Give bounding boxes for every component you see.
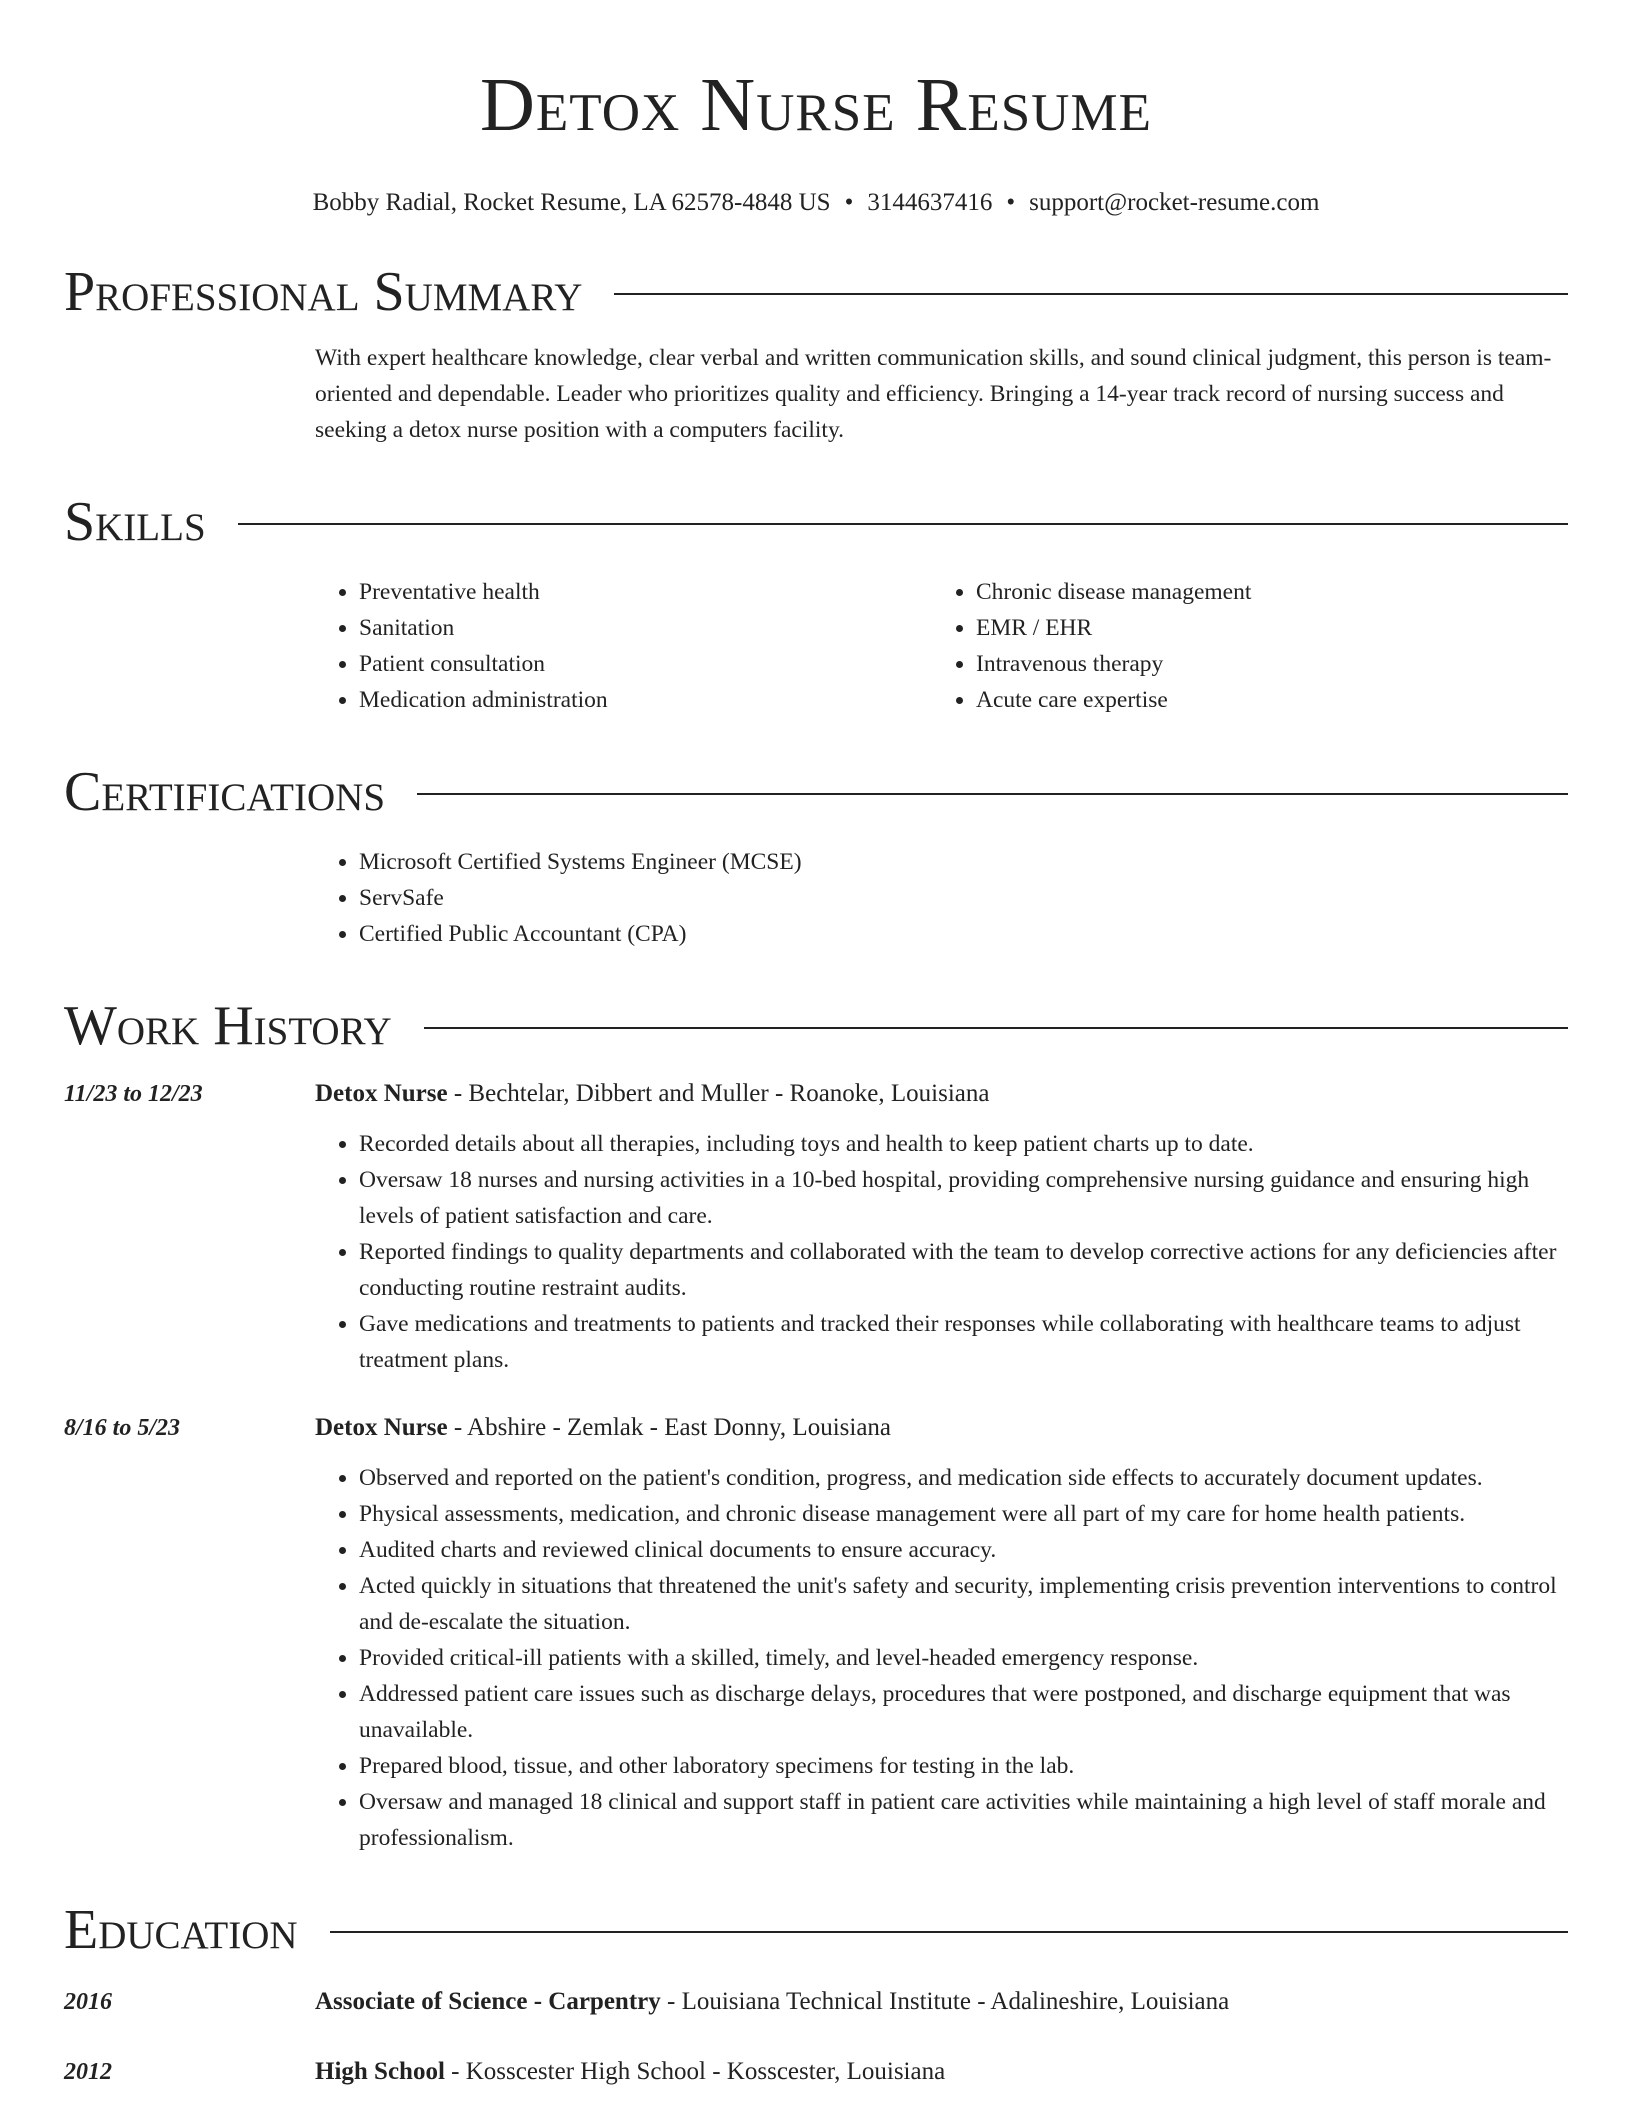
contact-line: [64, 188, 1568, 218]
job-employer: - Abshire - Zemlak - East Donny, Louisiana: [447, 1414, 892, 1441]
job-bullet: • Audited charts and reviewed clinical documents to ensure accuracy.: [359, 1532, 1568, 1568]
section-divider: [417, 793, 1568, 795]
education-body: [315, 1984, 1229, 2020]
skills-column-left: [315, 574, 932, 718]
education-degree: Associate of Science - Carpentry: [315, 1988, 661, 2015]
skill-item: • Patient consultation: [359, 646, 932, 682]
skill-item: • Chronic disease management: [976, 574, 1549, 610]
education-entry: [64, 1984, 1568, 2020]
job-bullet: • Oversaw 18 nurses and nursing activities in a 10-bed hospital, providing comprehensive nursing guidance and ensuring high levels of patient satisfaction and care.: [359, 1162, 1568, 1234]
job-bullet: • Recorded details about all therapies, including toys and health to keep patient charts up to date.: [359, 1126, 1568, 1162]
job-entry: [64, 1410, 1568, 1856]
contact-email: support@rocket-resume.com: [1029, 189, 1320, 216]
skill-item: • Preventative health: [359, 574, 932, 610]
work-section-header: [64, 996, 1568, 1056]
job-entry: [64, 1076, 1568, 1378]
skills-column-right: [932, 574, 1549, 718]
certification-item: • Certified Public Accountant (CPA): [359, 916, 1568, 952]
section-divider: [330, 1931, 1568, 1933]
education-body: [315, 2054, 945, 2090]
job-bullet: • Provided critical-ill patients with a skilled, timely, and level-headed emergency response.: [359, 1640, 1568, 1676]
summary-text: With expert healthcare knowledge, clear verbal and written communication skills, and sound clinical judgment, this person is team-oriented and dependable. Leader who prioritizes quality and efficiency. Bringing a 14-year track record of nursing success and seeking a detox nurse position with a computers facility.: [315, 345, 1552, 443]
certification-item: • ServSafe: [359, 880, 1568, 916]
skills-list: [315, 574, 1568, 718]
certifications-heading: Certifications: [64, 761, 386, 823]
education-school: - Kosscester High School - Kosscester, Louisiana: [444, 2058, 946, 2085]
section-divider: [614, 293, 1568, 295]
job-bullets: [315, 1126, 1568, 1378]
contact-separator: •: [1006, 189, 1016, 216]
job-bullet: • Reported findings to quality departments and collaborated with the team to develop corrective actions for any deficiencies after conducting routine restraint audits.: [359, 1234, 1568, 1306]
job-title: Detox Nurse: [315, 1414, 448, 1441]
skills-heading: Skills: [64, 491, 206, 553]
job-bullet: • Physical assessments, medication, and chronic disease management were all part of my care for home health patients.: [359, 1496, 1568, 1532]
work-heading: Work History: [64, 995, 392, 1057]
job-body: [315, 1410, 1568, 1856]
certification-item: • Microsoft Certified Systems Engineer (MCSE): [359, 844, 1568, 880]
job-employer: - Bechtelar, Dibbert and Muller - Roanoke, Louisiana: [447, 1080, 990, 1107]
job-heading: [315, 1076, 1568, 1112]
job-bullets: [315, 1460, 1568, 1856]
job-body: [315, 1076, 1568, 1378]
education-section-header: [64, 1900, 1568, 1960]
resume-title: Detox Nurse Resume: [480, 63, 1152, 147]
job-bullet: • Oversaw and managed 18 clinical and support staff in patient care activities while maintaining a high level of staff morale and professionalism.: [359, 1784, 1568, 1856]
job-bullet: • Observed and reported on the patient's condition, progress, and medication side effects to accurately document updates.: [359, 1460, 1568, 1496]
job-bullet: • Acted quickly in situations that threatened the unit's safety and security, implementing crisis prevention interventions to control and de-escalate the situation.: [359, 1568, 1568, 1640]
certifications-section-header: [64, 762, 1568, 822]
contact-address: Bobby Radial, Rocket Resume, LA 62578-4848 US: [312, 189, 831, 216]
summary-section-header: [64, 262, 1568, 322]
job-heading: [315, 1410, 1568, 1446]
skill-item: • Sanitation: [359, 610, 932, 646]
certifications-list: [315, 844, 1568, 952]
education-heading: Education: [64, 1899, 298, 1961]
job-bullet: • Gave medications and treatments to patients and tracked their responses while collaborating with healthcare teams to adjust treatment plans.: [359, 1306, 1568, 1378]
job-title: Detox Nurse: [315, 1080, 448, 1107]
education-entry: [64, 2054, 1568, 2090]
skill-item: • Intravenous therapy: [976, 646, 1549, 682]
section-divider: [238, 523, 1568, 525]
skill-item: • EMR / EHR: [976, 610, 1549, 646]
contact-phone: 3144637416: [867, 189, 993, 216]
job-bullet: • Addressed patient care issues such as discharge delays, procedures that were postponed, and discharge equipment that was unavailable.: [359, 1676, 1568, 1748]
job-dates: 11/23 to 12/23: [64, 1081, 203, 1107]
contact-separator: •: [844, 189, 854, 216]
education-year: 2016: [64, 1989, 112, 2015]
section-divider: [424, 1027, 1568, 1029]
skill-item: • Acute care expertise: [976, 682, 1549, 718]
job-dates: 8/16 to 5/23: [64, 1415, 181, 1441]
skill-item: • Medication administration: [359, 682, 932, 718]
education-year: 2012: [64, 2059, 112, 2085]
job-bullet: • Prepared blood, tissue, and other laboratory specimens for testing in the lab.: [359, 1748, 1568, 1784]
education-degree: High School: [315, 2058, 445, 2085]
education-school: - Louisiana Technical Institute - Adalineshire, Louisiana: [660, 1988, 1230, 2015]
summary-heading: Professional Summary: [64, 261, 583, 323]
skills-section-header: [64, 492, 1568, 552]
